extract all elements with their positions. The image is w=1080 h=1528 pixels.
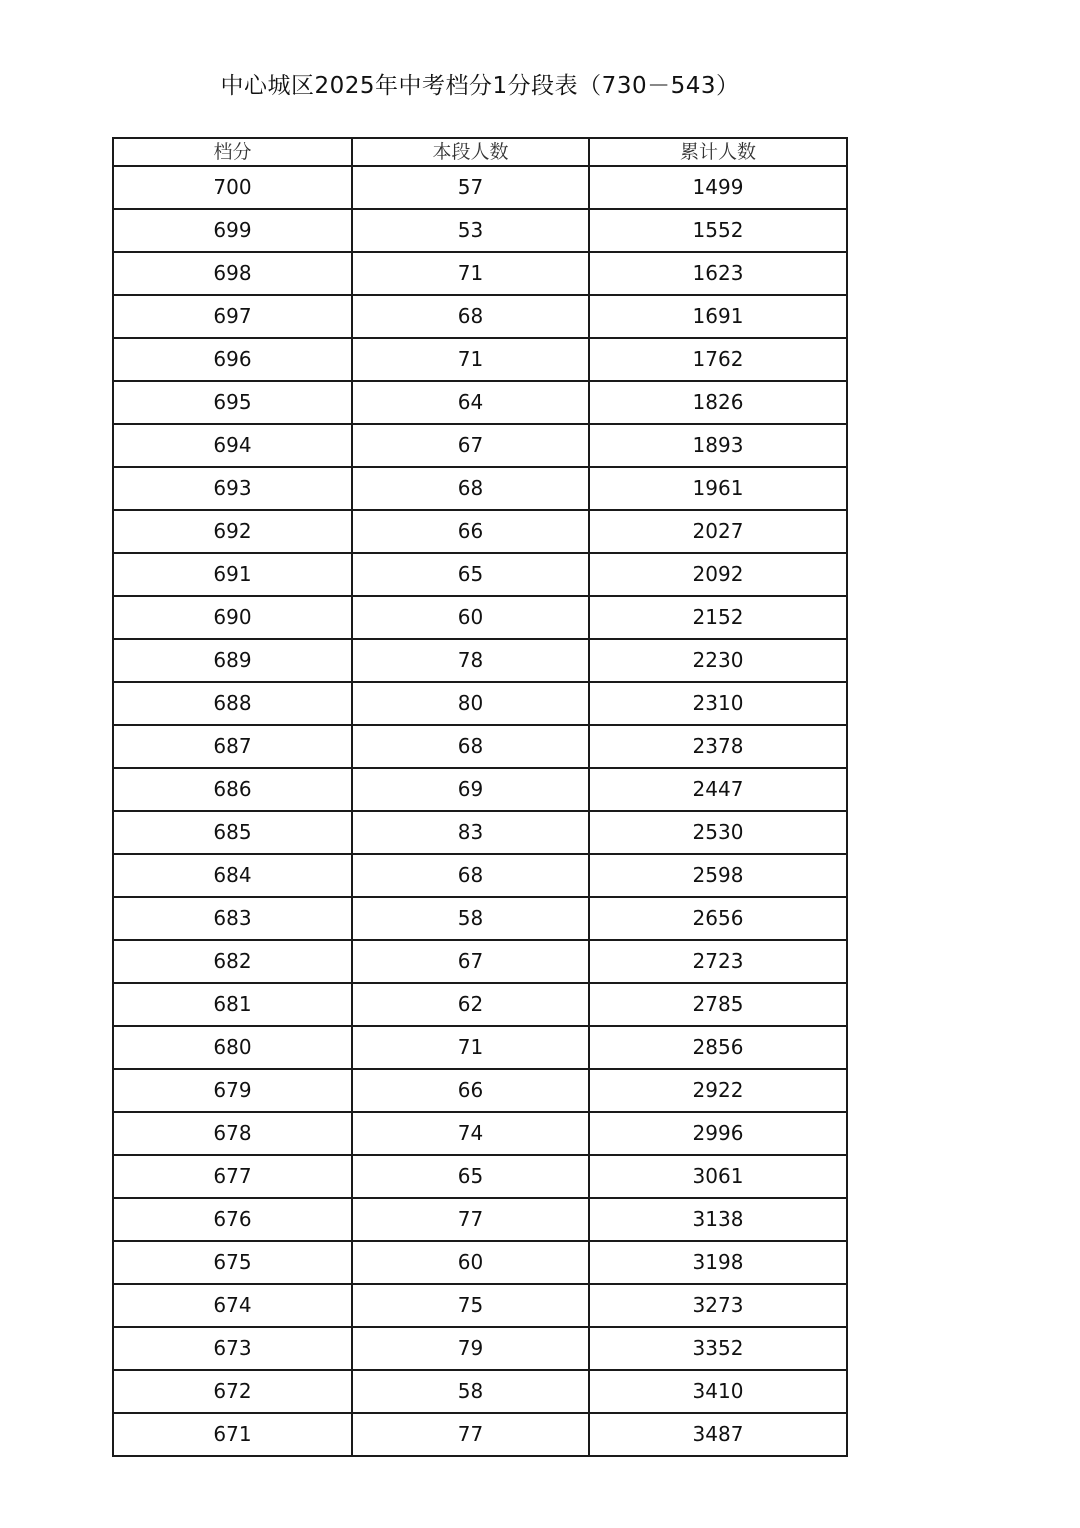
table-row [113, 1327, 847, 1370]
score-cell: 678 [113, 1112, 352, 1155]
score-cell: 695 [113, 381, 352, 424]
cumulative-count-cell: 3487 [589, 1413, 847, 1456]
segment-count-cell: 78 [352, 639, 589, 682]
score-cell: 675 [113, 1241, 352, 1284]
cumulative-count-cell: 2922 [589, 1069, 847, 1112]
score-cell: 682 [113, 940, 352, 983]
score-cell: 687 [113, 725, 352, 768]
table-row [113, 553, 847, 596]
segment-count-cell: 71 [352, 252, 589, 295]
score-cell: 694 [113, 424, 352, 467]
segment-count-cell: 71 [352, 338, 589, 381]
segment-count-cell: 68 [352, 725, 589, 768]
segment-count-cell: 80 [352, 682, 589, 725]
score-cell: 685 [113, 811, 352, 854]
segment-count-cell: 74 [352, 1112, 589, 1155]
cumulative-count-cell: 3352 [589, 1327, 847, 1370]
score-cell: 680 [113, 1026, 352, 1069]
cumulative-count-cell: 2230 [589, 639, 847, 682]
score-cell: 686 [113, 768, 352, 811]
table-row [113, 596, 847, 639]
table-body [113, 166, 847, 1456]
cumulative-count-cell: 1893 [589, 424, 847, 467]
table-row [113, 1284, 847, 1327]
cumulative-count-cell: 2027 [589, 510, 847, 553]
table-row [113, 295, 847, 338]
segment-count-cell: 77 [352, 1198, 589, 1241]
header-cumulative-count: 累计人数 [589, 138, 847, 166]
score-cell: 672 [113, 1370, 352, 1413]
table-row [113, 639, 847, 682]
table-row [113, 1413, 847, 1456]
score-cell: 699 [113, 209, 352, 252]
cumulative-count-cell: 2598 [589, 854, 847, 897]
segment-count-cell: 67 [352, 424, 589, 467]
score-cell: 684 [113, 854, 352, 897]
score-distribution-table [112, 137, 848, 1457]
header-segment-count: 本段人数 [352, 138, 589, 166]
segment-count-cell: 79 [352, 1327, 589, 1370]
score-cell: 697 [113, 295, 352, 338]
table-row [113, 209, 847, 252]
header-score: 档分 [113, 138, 352, 166]
table-row [113, 1241, 847, 1284]
cumulative-count-cell: 2656 [589, 897, 847, 940]
table-row [113, 1069, 847, 1112]
table-row [113, 338, 847, 381]
table-row [113, 252, 847, 295]
score-cell: 696 [113, 338, 352, 381]
segment-count-cell: 83 [352, 811, 589, 854]
cumulative-count-cell: 3061 [589, 1155, 847, 1198]
table-row [113, 1026, 847, 1069]
score-cell: 689 [113, 639, 352, 682]
segment-count-cell: 71 [352, 1026, 589, 1069]
segment-count-cell: 68 [352, 467, 589, 510]
segment-count-cell: 69 [352, 768, 589, 811]
cumulative-count-cell: 2310 [589, 682, 847, 725]
table-row [113, 682, 847, 725]
segment-count-cell: 53 [352, 209, 589, 252]
segment-count-cell: 66 [352, 510, 589, 553]
table-row [113, 467, 847, 510]
cumulative-count-cell: 2378 [589, 725, 847, 768]
score-cell: 698 [113, 252, 352, 295]
score-cell: 677 [113, 1155, 352, 1198]
table-row [113, 983, 847, 1026]
table-row [113, 1155, 847, 1198]
table-row [113, 1112, 847, 1155]
table-row [113, 381, 847, 424]
cumulative-count-cell: 3273 [589, 1284, 847, 1327]
cumulative-count-cell: 2856 [589, 1026, 847, 1069]
cumulative-count-cell: 2092 [589, 553, 847, 596]
score-cell: 676 [113, 1198, 352, 1241]
segment-count-cell: 64 [352, 381, 589, 424]
cumulative-count-cell: 3138 [589, 1198, 847, 1241]
cumulative-count-cell: 3198 [589, 1241, 847, 1284]
score-cell: 691 [113, 553, 352, 596]
segment-count-cell: 57 [352, 166, 589, 209]
score-cell: 674 [113, 1284, 352, 1327]
score-cell: 683 [113, 897, 352, 940]
table-row [113, 510, 847, 553]
table-row [113, 811, 847, 854]
segment-count-cell: 58 [352, 1370, 589, 1413]
segment-count-cell: 62 [352, 983, 589, 1026]
cumulative-count-cell: 1762 [589, 338, 847, 381]
score-cell: 692 [113, 510, 352, 553]
score-cell: 688 [113, 682, 352, 725]
score-cell: 679 [113, 1069, 352, 1112]
cumulative-count-cell: 2785 [589, 983, 847, 1026]
table-row [113, 897, 847, 940]
table-row [113, 1198, 847, 1241]
table-row [113, 166, 847, 209]
table-row [113, 1370, 847, 1413]
cumulative-count-cell: 2723 [589, 940, 847, 983]
page-title: 中心城区2025年中考档分1分段表（730－543） [220, 73, 740, 99]
table-row [113, 940, 847, 983]
segment-count-cell: 75 [352, 1284, 589, 1327]
cumulative-count-cell: 1826 [589, 381, 847, 424]
segment-count-cell: 66 [352, 1069, 589, 1112]
cumulative-count-cell: 2530 [589, 811, 847, 854]
cumulative-count-cell: 1499 [589, 166, 847, 209]
segment-count-cell: 65 [352, 1155, 589, 1198]
table-row [113, 725, 847, 768]
segment-count-cell: 68 [352, 854, 589, 897]
score-cell: 673 [113, 1327, 352, 1370]
cumulative-count-cell: 3410 [589, 1370, 847, 1413]
cumulative-count-cell: 2447 [589, 768, 847, 811]
segment-count-cell: 65 [352, 553, 589, 596]
segment-count-cell: 60 [352, 1241, 589, 1284]
score-cell: 700 [113, 166, 352, 209]
cumulative-count-cell: 1691 [589, 295, 847, 338]
segment-count-cell: 77 [352, 1413, 589, 1456]
table-row [113, 854, 847, 897]
cumulative-count-cell: 2996 [589, 1112, 847, 1155]
table-row [113, 424, 847, 467]
score-cell: 690 [113, 596, 352, 639]
cumulative-count-cell: 1552 [589, 209, 847, 252]
segment-count-cell: 60 [352, 596, 589, 639]
table-row [113, 768, 847, 811]
score-cell: 693 [113, 467, 352, 510]
table-header-row [113, 138, 847, 166]
cumulative-count-cell: 2152 [589, 596, 847, 639]
cumulative-count-cell: 1623 [589, 252, 847, 295]
score-cell: 671 [113, 1413, 352, 1456]
segment-count-cell: 67 [352, 940, 589, 983]
segment-count-cell: 68 [352, 295, 589, 338]
segment-count-cell: 58 [352, 897, 589, 940]
score-cell: 681 [113, 983, 352, 1026]
cumulative-count-cell: 1961 [589, 467, 847, 510]
